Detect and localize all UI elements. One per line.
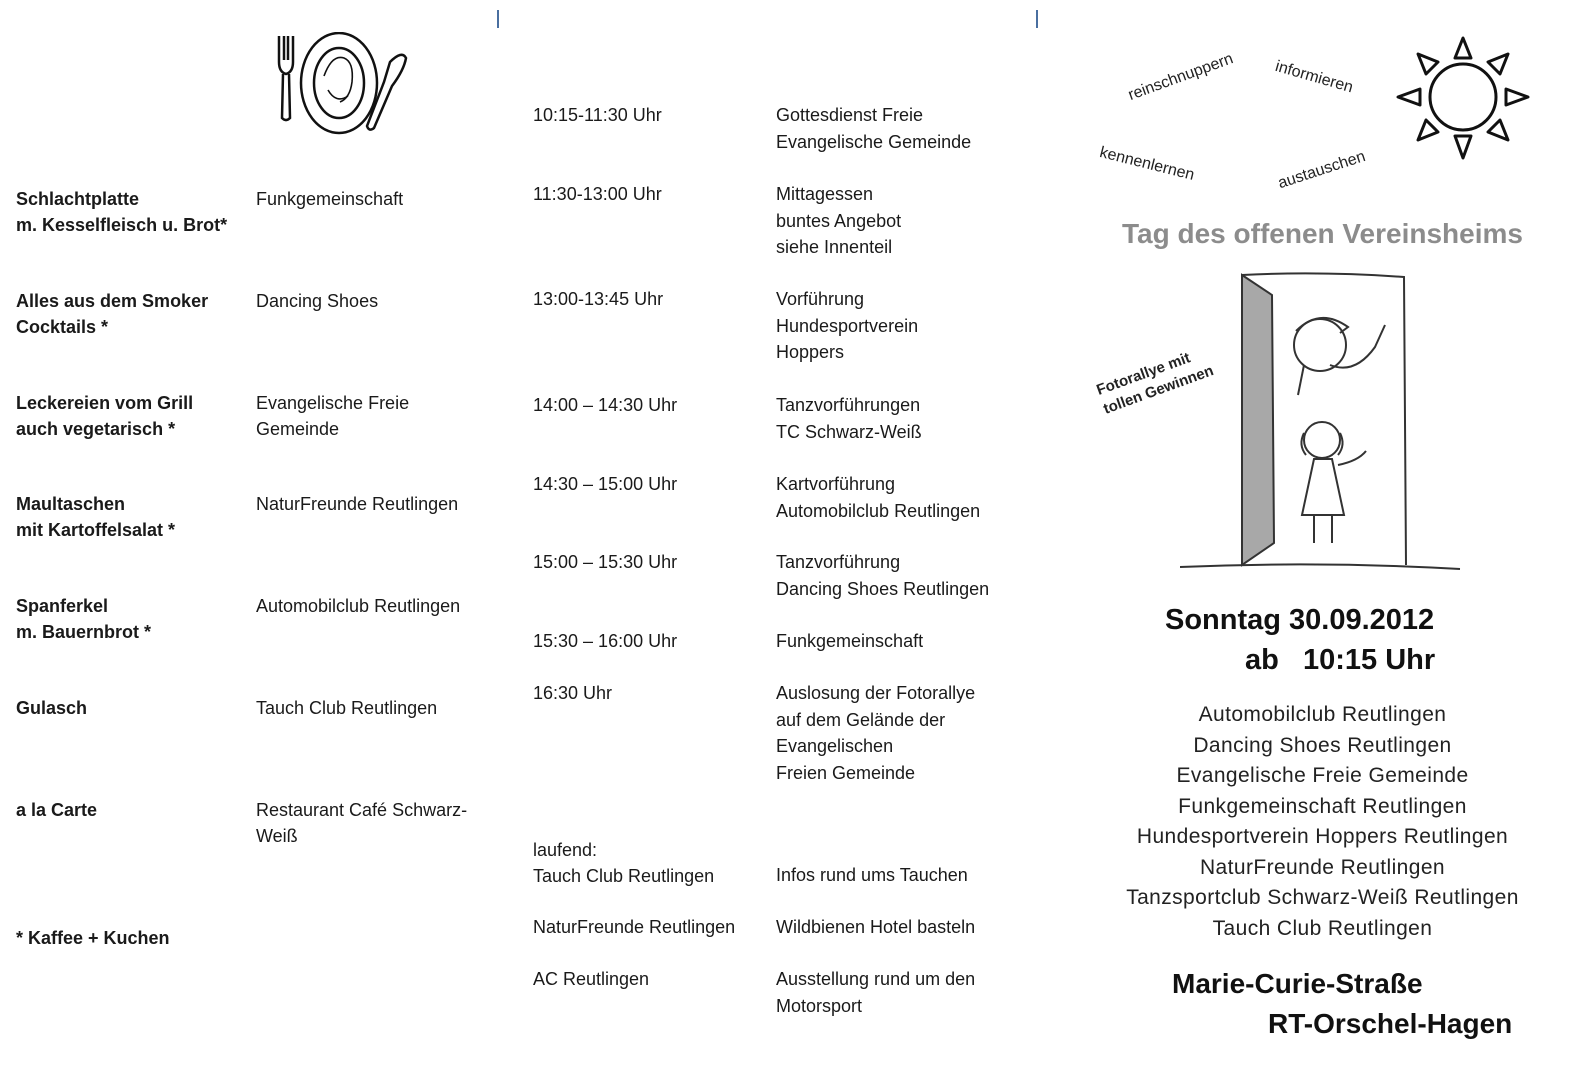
club-name: Funkgemeinschaft Reutlingen: [1178, 794, 1467, 818]
schedule-time: 14:30 – 15:00 Uhr: [533, 474, 678, 494]
schedule-time: 16:30 Uhr: [533, 683, 613, 703]
food-item-name: Schlachtplatte m. Kesselfleisch u. Brot*: [16, 189, 228, 235]
food-item-org: Evangelische Freie Gemeinde: [256, 393, 410, 439]
food-item-org: Automobilclub Reutlingen: [256, 596, 461, 616]
schedule-event: Tanzvorführung Dancing Shoes Reutlingen: [776, 552, 990, 599]
food-item-org: Funkgemeinschaft: [256, 189, 404, 209]
address-city: RT-Orschel-Hagen: [1268, 1008, 1513, 1039]
food-item-org: Restaurant Café Schwarz- Weiß: [256, 800, 468, 846]
tagline-word: kennenlernen: [1097, 144, 1197, 184]
food-item-name: Maultaschen mit Kartoffelsalat *: [16, 494, 176, 540]
ongoing-org: NaturFreunde Reutlingen: [533, 917, 736, 937]
schedule-event: Mittagessen buntes Angebot siehe Innenteil: [776, 184, 902, 257]
event-title: Tag des offenen Vereinsheims: [1122, 218, 1523, 249]
sun-icon: [1394, 34, 1532, 162]
schedule-event: Tanzvorführungen TC Schwarz-Weiß: [776, 395, 922, 442]
schedule-time: 11:30-13:00 Uhr: [533, 184, 662, 204]
food-item-org: Dancing Shoes: [256, 291, 379, 311]
fold-mark-left: [497, 10, 499, 28]
schedule-event: Funkgemeinschaft: [776, 631, 924, 651]
plate-cutlery-icon: [272, 32, 414, 136]
club-name: Tanzsportclub Schwarz-Weiß Reutlingen: [1126, 886, 1519, 909]
club-name: NaturFreunde Reutlingen: [1199, 855, 1445, 879]
schedule-event: Vorführung Hundesportverein Hoppers: [776, 289, 919, 362]
schedule-event: Kartvorführung Automobilclub Reutlingen: [776, 474, 981, 521]
ongoing-activity: Ausstellung rund um den Motorsport: [776, 969, 976, 1016]
food-item-org: Tauch Club Reutlingen: [256, 698, 438, 718]
food-item-org: NaturFreunde Reutlingen: [256, 494, 459, 514]
schedule-time: 15:30 – 16:00 Uhr: [533, 631, 678, 651]
club-name: Hundesportverein Hoppers Reutlingen: [1136, 825, 1509, 848]
food-item-name: Leckereien vom Grill auch vegetarisch *: [16, 393, 194, 439]
fold-mark-right: [1036, 10, 1038, 28]
club-name: Tauch Club Reutlingen: [1212, 916, 1433, 940]
schedule-time: 14:00 – 14:30 Uhr: [533, 395, 678, 415]
open-door-illustration: [1180, 265, 1470, 580]
club-name: Evangelische Freie Gemeinde: [1176, 764, 1469, 787]
food-item-name: Gulasch: [16, 698, 88, 718]
participating-clubs: [1100, 700, 1545, 944]
ongoing-org: AC Reutlingen: [533, 969, 650, 989]
food-footnote: * Kaffee + Kuchen: [16, 928, 170, 948]
schedule-event: Auslosung der Fotorallye auf dem Gelände der Evangelischen Freien Gemeinde: [776, 683, 976, 783]
tagline-word: reinschnuppern: [1126, 50, 1236, 104]
food-item-name: a la Carte: [16, 800, 98, 820]
address-street: Marie-Curie-Straße: [1172, 968, 1423, 999]
food-item-name: Alles aus dem Smoker Cocktails *: [16, 291, 209, 337]
ongoing-activity: Infos rund ums Tauchen: [776, 865, 968, 885]
event-date: Sonntag 30.09.2012: [1165, 604, 1435, 636]
tagline-word: austauschen: [1276, 147, 1368, 193]
club-name: Dancing Shoes Reutlingen: [1193, 733, 1452, 757]
schedule-time: 13:00-13:45 Uhr: [533, 289, 664, 309]
ongoing-activity: Wildbienen Hotel basteln: [776, 917, 976, 937]
food-item-name: Spanferkel m. Bauernbrot *: [16, 596, 152, 642]
tagline-word: informieren: [1273, 58, 1355, 97]
schedule-event: Gottesdienst Freie Evangelische Gemeinde: [776, 105, 972, 152]
club-name: Automobilclub Reutlingen: [1198, 703, 1447, 726]
photo-rally-label: Fotorallye mit tollen Gewinnen: [1094, 349, 1216, 418]
schedule-time: 10:15-11:30 Uhr: [533, 105, 662, 125]
event-start-time: ab 10:15 Uhr: [1245, 644, 1436, 676]
ongoing-org: laufend: Tauch Club Reutlingen: [533, 840, 715, 886]
schedule-time: 15:00 – 15:30 Uhr: [533, 552, 678, 572]
